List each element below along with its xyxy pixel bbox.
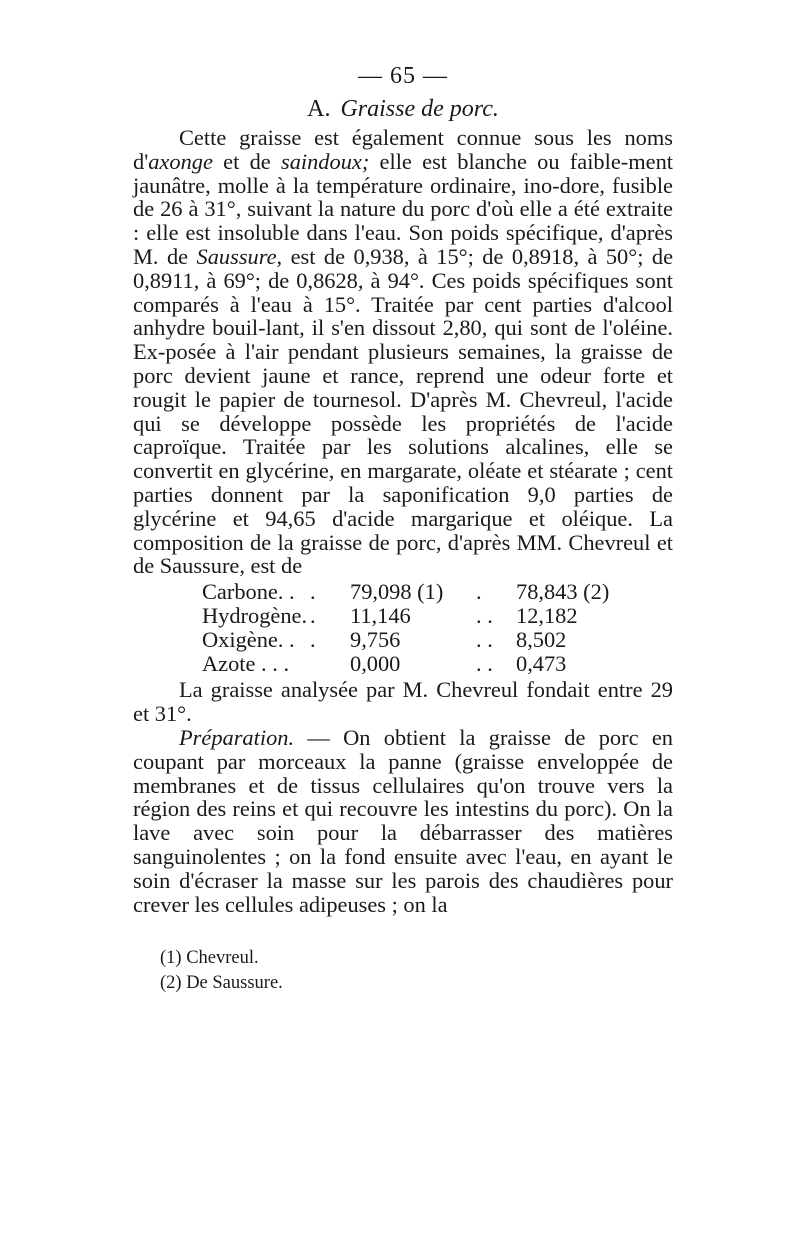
composition-value-chevreul: 0,000 [350, 650, 401, 676]
composition-value-saussure: 0,473 [516, 650, 567, 676]
composition-leader: . [310, 626, 316, 652]
composition-leader: . [310, 602, 316, 628]
composition-table [202, 580, 609, 675]
section-letter: A. [307, 96, 331, 122]
paragraph-preparation [133, 726, 673, 916]
p2-text: La graisse analysée par M. Chevreul fondait entre 29 et 31°. [133, 677, 673, 727]
composition-leader: . . [476, 626, 493, 652]
composition-value-chevreul: 9,756 [350, 626, 401, 652]
p1-text-4: est de 0,938, à 15°; de 0,8918, à 50°; de 0,8911, à 69°; de 0,8628, à 94°. Ces poids spécifiques sont comparés à l'eau à 15°. Traitée par cent parties d'alcool anhydre bouil-lant, il s'en dissout 2,80, qui sont de l'oléine. Ex-posée à l'air pendant plusieurs semaines, la graisse de porc devient jaune et rance, reprend une odeur forte et rougit le papier de tournesol. D'après M. Chevreul, l'acide qui se développe possède les propriétés de l'acide caproïque. Traitée par les solutions alcalines, elle se convertit en glycérine, en margarate, oléate et stéarate ; cent parties donnent par la saponification 9,0 parties de glycérine et 94,65 d'acide margarique et oléique. La composition de la graisse de porc, d'après MM. Chevreul et de Saussure, est de [133, 243, 674, 579]
preparation-label: Préparation. [179, 724, 295, 750]
composition-leader: . . [476, 602, 493, 628]
composition-row [202, 580, 609, 604]
p1-italic-saussure: Saussure, [196, 243, 283, 269]
p1-italic-axonge: axonge [148, 148, 213, 174]
footnote-2: (2) De Saussure. [160, 973, 283, 994]
p1-text-1: Cette graisse est également connue sous les noms d' [133, 125, 673, 174]
page-number: — 65 — [358, 63, 448, 89]
composition-leader: . [310, 579, 316, 605]
footnote-1: (1) Chevreul. [160, 948, 259, 969]
p1-text-3: elle est blanche ou faible-ment jaunâtre, molle à la température ordinaire, ino-dore, fusible de 26 à 31°, suivant la nature du porc d'où elle a été extraite : elle est insoluble dans l'eau. Son poids spécifique, d'après M. de [133, 148, 673, 269]
p1-italic-saindoux: saindoux; [280, 148, 370, 174]
composition-row [202, 652, 609, 676]
composition-element: Azote . . . [202, 650, 290, 676]
p3-text: — On obtient la graisse de porc en coupant par morceaux la panne (graisse enveloppée de membranes et de tissus cellulaires qu'on trouve vers la région des reins et qui recouvre les intestins du porc). On la lave avec soin pour la débarrasser des matières sanguinolentes ; on la fond ensuite avec l'eau, en ayant le soin d'écraser la masse sur les parois des chaudières pour crever les cellules adipeuses ; on la [133, 724, 673, 917]
composition-element: Oxigène. . [202, 626, 295, 652]
footnotes [160, 946, 673, 996]
paragraph-description [133, 126, 673, 578]
section-title [133, 92, 673, 126]
book-page [133, 60, 673, 996]
composition-row [202, 604, 609, 628]
paragraph-melting-point [133, 678, 673, 726]
composition-row [202, 628, 609, 652]
composition-leader [310, 652, 350, 676]
composition-leader: . [476, 579, 482, 605]
section-name: Graisse de porc. [340, 96, 499, 122]
composition-value-chevreul: 11,146 [350, 602, 411, 628]
composition-leader: . . [476, 650, 493, 676]
composition-element: Carbone. . [202, 579, 295, 605]
composition-value-saussure: 12,182 [516, 602, 578, 628]
composition-element: Hydrogène. [202, 602, 308, 628]
composition-value-saussure: 78,843 (2) [516, 579, 610, 605]
p1-text-2: et de [212, 148, 281, 174]
composition-value-saussure: 8,502 [516, 626, 567, 652]
composition-value-chevreul: 79,098 (1) [350, 579, 444, 605]
